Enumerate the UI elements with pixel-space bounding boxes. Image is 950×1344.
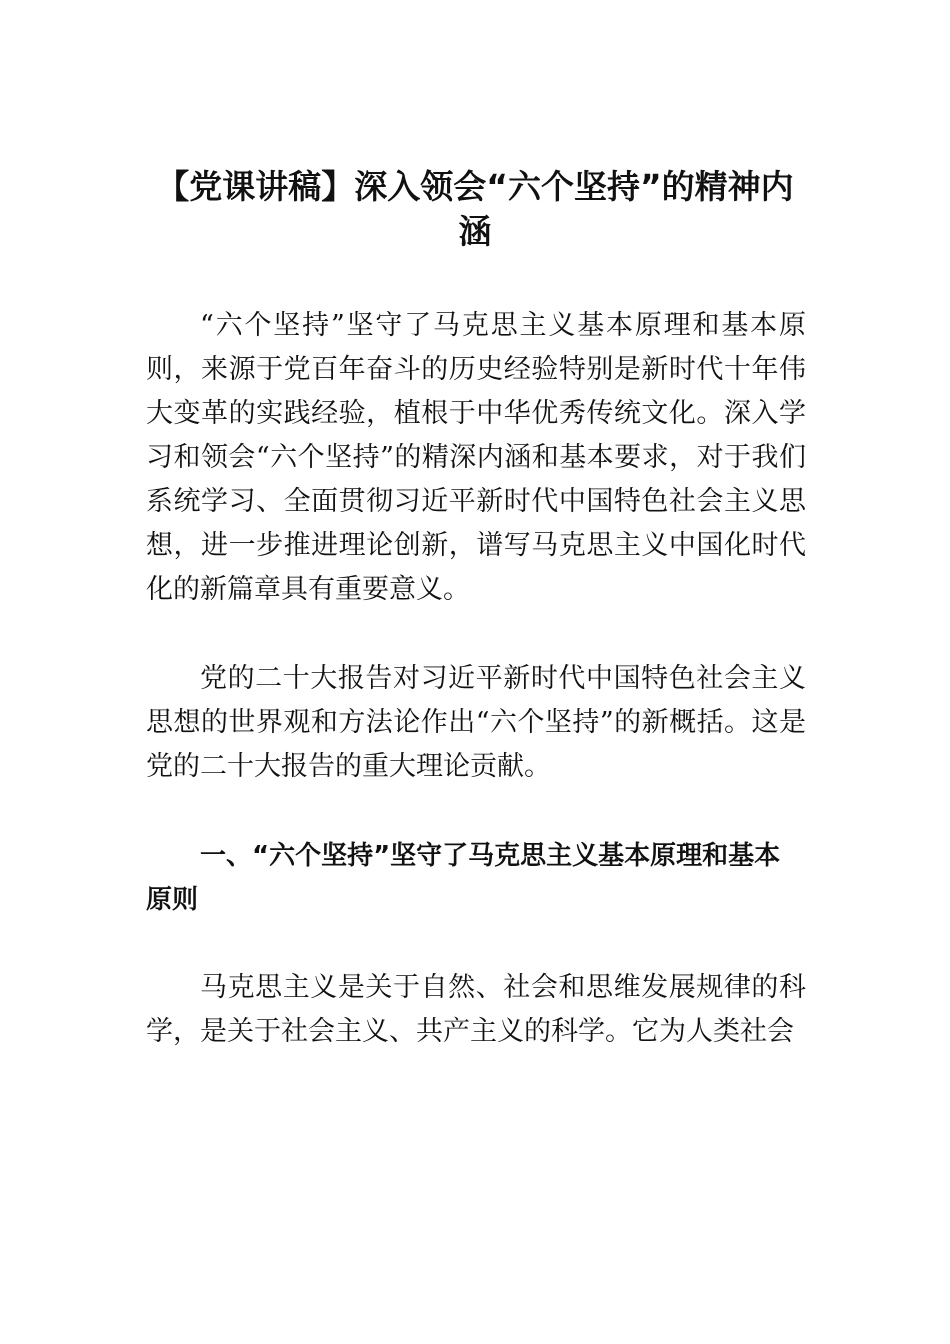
body-paragraph-1: “六个坚持”坚守了马克思主义基本原理和基本原则，来源于党百年奋斗的历史经验特别是新时代十年伟大变革的实践经验，植根于中华优秀传统文化。深入学习和领会“六个坚持”的精深内涵和基本要求，对于我们系统学习、全面贯彻习近平新时代中国特色社会主义思想，进一步推进理论创新，谱写马克思主义中国化时代化的新篇章具有重要意义。	[146, 310, 806, 605]
section-heading-1: 一、“六个坚持”坚守了马克思主义基本原理和基本原则	[146, 841, 781, 915]
document-title: 【党课讲稿】深入领会“六个坚持”的精神内涵	[156, 167, 794, 251]
body-paragraph-2: 党的二十大报告对习近平新时代中国特色社会主义思想的世界观和方法论作出“六个坚持”的新概括。这是党的二十大报告的重大理论贡献。	[146, 663, 806, 782]
section-1-paragraph: 马克思主义是关于自然、社会和思维发展规律的科学，是关于社会主义、共产主义的科学。它为人类社会	[146, 972, 806, 1047]
